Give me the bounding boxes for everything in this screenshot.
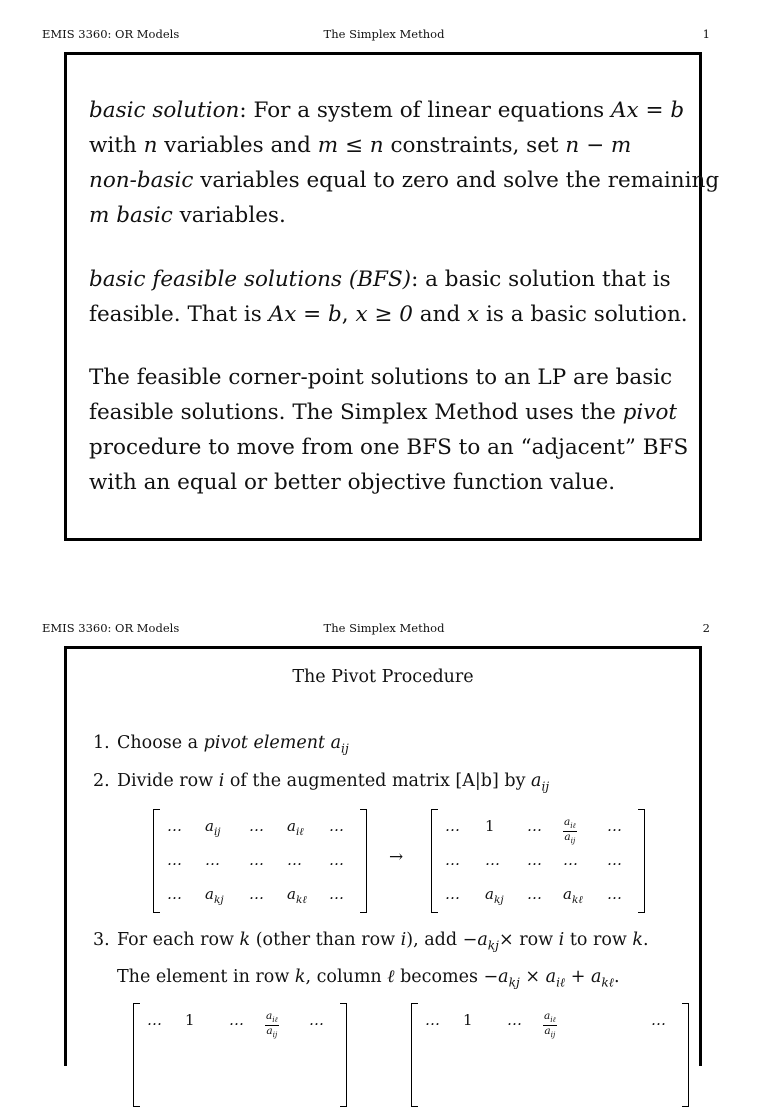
text-line: with an equal or better objective function value.	[89, 470, 616, 495]
matrix-cell: $\frac{a_{i\ell}}{a_{ij}}$	[544, 1010, 556, 1040]
matrix-cell: …	[167, 885, 182, 903]
matrix-cell: $a_{k\ell}$	[287, 885, 307, 906]
matrix-cell: $a_{kj}$	[205, 885, 224, 906]
matrix-cell: $a_{k\ell}$	[563, 885, 583, 906]
matrix-cell: …	[445, 817, 460, 835]
matrix-cell: …	[527, 885, 542, 903]
header-topic: The Simplex Method	[323, 621, 445, 635]
text-line: feasible solutions. The Simplex Method uses the pivot	[89, 400, 678, 425]
step-3: 3. For each row k (other than row i), add $-a_{kj}\times$ row i to row k. The element in row k, column ℓ becomes $-a_{kj} \times a_{i\ell} + a_{k\ell}$.	[93, 930, 649, 989]
matrix-cell: …	[329, 851, 344, 869]
matrix-cell: …	[205, 851, 220, 869]
matrix-cell: …	[651, 1011, 666, 1029]
slide-2	[64, 646, 702, 1066]
matrix-cell: …	[147, 1011, 162, 1029]
matrix-cell: 1	[463, 1011, 473, 1029]
matrix-after-step3-left	[133, 1003, 347, 1107]
matrix-cell: $\frac{a_{i\ell}}{a_{ij}}$	[564, 816, 576, 846]
matrix-cell: …	[607, 851, 622, 869]
text-line: with n variables and m ≤ n constraints, set n − m	[89, 133, 632, 158]
matrix-cell: …	[249, 817, 264, 835]
matrix-cell: …	[607, 885, 622, 903]
text-line: procedure to move from one BFS to an “adjacent” BFS	[89, 435, 689, 460]
header-course: EMIS 3360: OR Models	[42, 27, 180, 41]
text-line: non-basic variables equal to zero and solve the remaining	[89, 168, 720, 193]
text-line: The feasible corner-point solutions to an LP are basic	[89, 365, 673, 390]
matrix-before	[153, 809, 367, 913]
definition-bfs	[89, 262, 689, 332]
matrix-cell: $\frac{a_{i\ell}}{a_{ij}}$	[266, 1010, 278, 1040]
matrix-cell: …	[425, 1011, 440, 1029]
matrix-after	[431, 809, 645, 913]
matrix-cell: $a_{i\ell}$	[287, 817, 304, 838]
matrix-cell: …	[607, 817, 622, 835]
matrix-cell: …	[309, 1011, 324, 1029]
page-number: 1	[702, 27, 710, 41]
slide-1	[64, 52, 720, 541]
definition-basic-solution	[89, 93, 720, 233]
matrix-cell: …	[485, 851, 500, 869]
matrix-cell: …	[229, 1011, 244, 1029]
header-topic: The Simplex Method	[323, 27, 445, 41]
matrix-cell: …	[527, 851, 542, 869]
matrix-cell: …	[287, 851, 302, 869]
arrow-icon: →	[389, 847, 404, 867]
text-line: m basic variables.	[89, 203, 286, 228]
step-2: 2. Divide row i of the augmented matrix [A|b] by $a_{ij}$	[93, 771, 550, 794]
matrix-after-step3-right	[411, 1003, 689, 1107]
matrix-cell: …	[329, 885, 344, 903]
matrix-cell: …	[507, 1011, 522, 1029]
header-course: EMIS 3360: OR Models	[42, 621, 180, 635]
matrix-cell: …	[563, 851, 578, 869]
page1-header	[42, 27, 726, 43]
step-1: 1. Choose a pivot element $a_{ij}$	[93, 733, 349, 756]
matrix-cell: …	[445, 851, 460, 869]
slide-title: The Pivot Procedure	[292, 667, 474, 687]
matrix-cell: $a_{ij}$	[205, 817, 221, 838]
matrix-cell: $a_{kj}$	[485, 885, 504, 906]
page2-header	[42, 621, 726, 637]
matrix-cell: 1	[185, 1011, 195, 1029]
matrix-cell: 1	[485, 817, 495, 835]
text-line: basic solution: For a system of linear equations Ax = b	[89, 98, 685, 123]
matrix-cell: …	[249, 851, 264, 869]
matrix-cell: …	[249, 885, 264, 903]
simplex-description	[89, 360, 689, 500]
text-line: basic feasible solutions (BFS): a basic solution that is	[89, 267, 671, 292]
matrix-cell: …	[445, 885, 460, 903]
matrix-cell: …	[329, 817, 344, 835]
matrix-cell: …	[167, 851, 182, 869]
matrix-cell: …	[527, 817, 542, 835]
page-number: 2	[702, 621, 710, 635]
matrix-cell: …	[167, 817, 182, 835]
text-line: feasible. That is Ax = b, x ≥ 0 and x is a basic solution.	[89, 302, 688, 327]
